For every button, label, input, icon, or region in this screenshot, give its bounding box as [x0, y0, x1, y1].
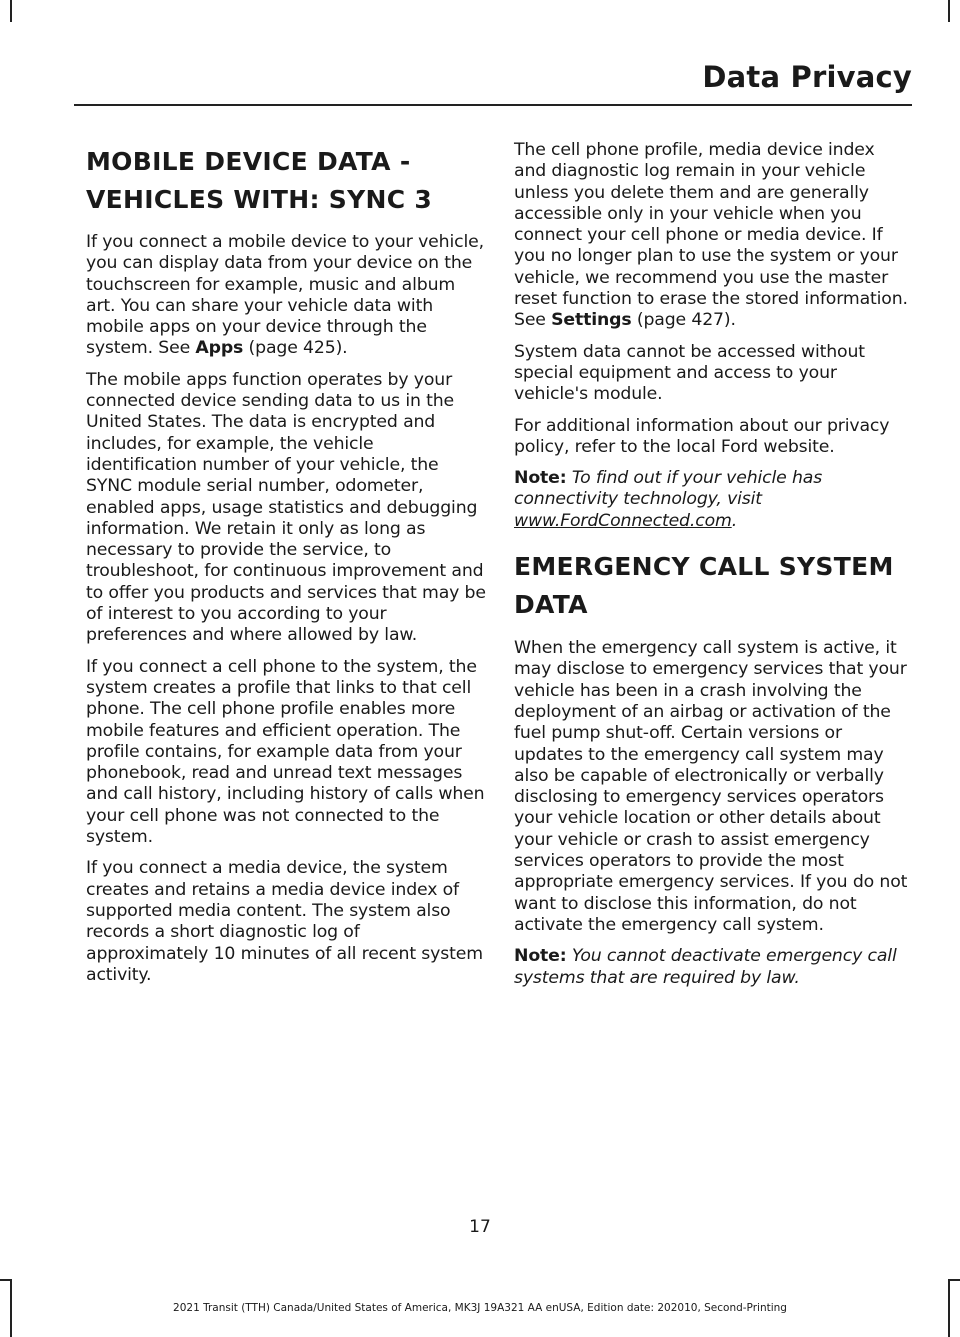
system-data-paragraph: System data cannot be accessed without special equipment and access to your vehicle's module.: [514, 341, 865, 405]
note-text: To find out if your vehicle has connectivity technology, visit: [514, 468, 823, 510]
emergency-call-paragraph: When the emergency call system is active, it may disclose to emergency services that your vehicle has been in a crash involving the deployment of an airbag or activation of the fuel pump shut-off. Certain versions or updates to the emergency call system may also be capable of electronically or verbally disclosing to emergency services operators your vehicle location or other details about your vehicle or crash to assist emergency services operators to provide the most appropriate emergency services. If you do not want to disclose this information, do not activate the emergency call system.: [514, 638, 908, 935]
crop-mark-top-right: [948, 0, 950, 22]
heading-line-2: DATA: [514, 590, 588, 620]
heading-line-2: VEHICLES WITH: SYNC 3: [86, 185, 433, 214]
crop-mark-bottom-right-h: [948, 1279, 960, 1281]
page-reference: (page 425).: [243, 338, 348, 359]
paragraph-text: The cell phone profile, media device index and diagnostic log remain in your vehicle unless you delete them and are generally accessible only in your vehicle when you connect your cell phone or media device. If you no longer plan to use the system or your vehicle, we recommend you use the master reset function to erase the stored information. See: [514, 140, 908, 331]
heading-line-1: MOBILE DEVICE DATA -: [86, 147, 411, 176]
emergency-call-heading: [514, 548, 910, 624]
crop-mark-bottom-left-h: [0, 1279, 12, 1281]
note-text: You cannot deactivate emergency call systems that are required by law.: [514, 946, 897, 988]
mobile-device-paragraph: [86, 232, 486, 360]
right-column: [514, 140, 910, 999]
crop-mark-top-left: [10, 0, 12, 22]
data-retention-paragraph: [514, 140, 910, 332]
mobile-device-data-heading: [86, 143, 486, 219]
note-label: Note:: [514, 468, 567, 489]
settings-cross-reference[interactable]: Settings: [551, 310, 632, 331]
document-footer: 2021 Transit (TTH) Canada/United States of America, MK3J 19A321 AA enUSA, Edition date: 202010, Second-Printing: [173, 1302, 787, 1314]
section-title: Data Privacy: [702, 60, 912, 94]
privacy-policy-paragraph: For additional information about our privacy policy, refer to the local Ford website.: [514, 415, 890, 457]
note-label: Note:: [514, 946, 567, 967]
note-end: .: [731, 510, 738, 531]
header-divider: [74, 104, 912, 106]
heading-line-1: EMERGENCY CALL SYSTEM: [514, 552, 894, 582]
mobile-apps-paragraph: The mobile apps function operates by your connected device sending data to us in the United States. The data is encrypted and includes, for example, the vehicle identification number of your vehicle, the SYNC module serial number, odometer, enabled apps, usage statistics and debugging information. We retain it only as long as necessary to provide the service, to troubleshoot, for continuous improvement and to offer you products and services that may be of interest to you according to your preferences and where allowed by law.: [86, 369, 486, 646]
paragraph-text: If you connect a mobile device to your vehicle, you can display data from your device on the touchscreen for example, music and album art. You can share your vehicle data with mobile apps on your device through the system. See: [86, 232, 484, 359]
ford-connected-link[interactable]: www.FordConnected.com: [514, 510, 732, 531]
page-number: 17: [469, 1217, 491, 1237]
left-column: [86, 140, 486, 996]
apps-cross-reference[interactable]: Apps: [195, 338, 244, 359]
connectivity-note: [514, 468, 910, 532]
media-device-paragraph: If you connect a media device, the system creates and retains a media device index of supported media content. The system also records a short diagnostic log of approximately 10 minutes of all recent system activity.: [86, 858, 483, 985]
page-reference: (page 427).: [631, 310, 736, 331]
emergency-call-note: [514, 946, 910, 989]
cell-phone-profile-paragraph: If you connect a cell phone to the system, the system creates a profile that links to that cell phone. The cell phone profile enables more mobile features and efficient operation. The profile contains, for example data from your phonebook, read and unread text messages and call history, including history of calls when your cell phone was not connected to the system.: [86, 656, 485, 848]
